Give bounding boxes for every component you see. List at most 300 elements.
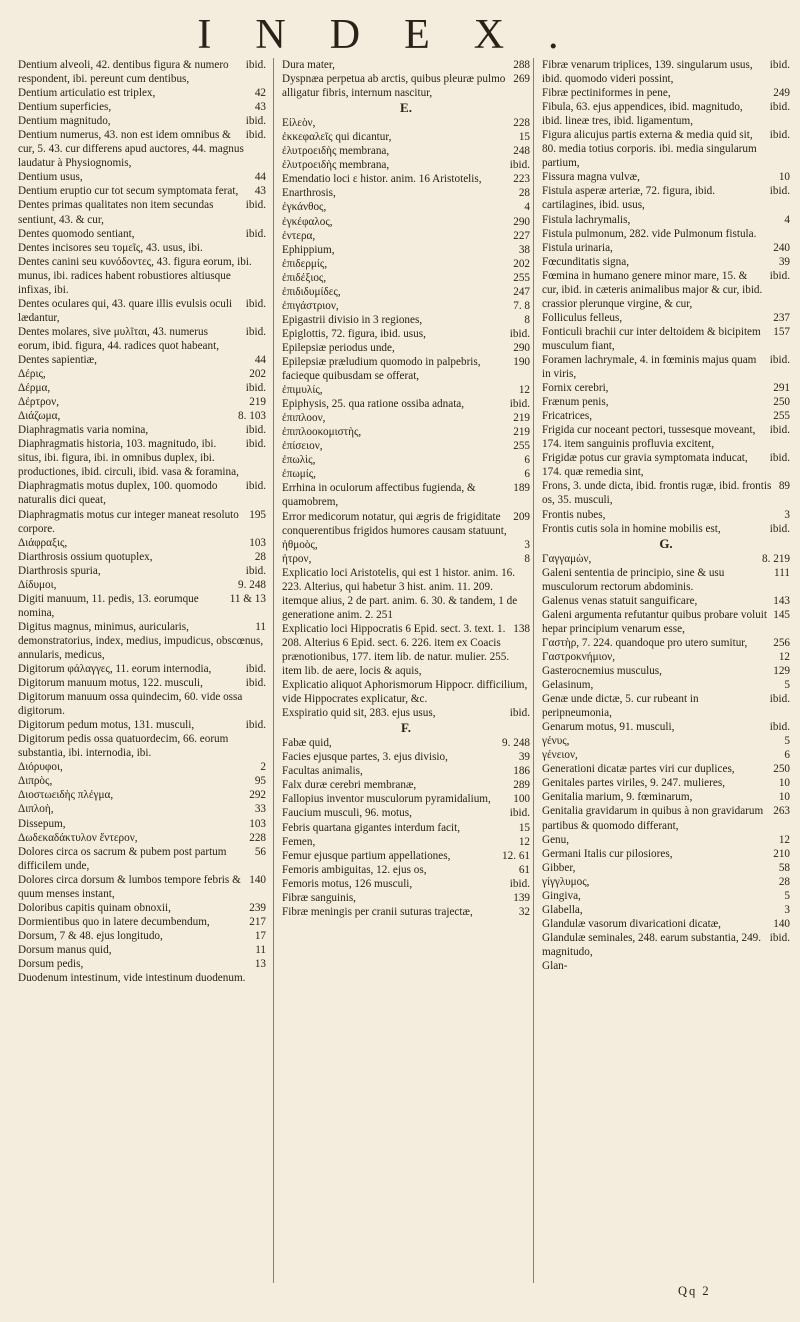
index-entry: [542, 790, 790, 804]
entry-text: Genarum motus, 91. musculi,: [542, 721, 675, 734]
index-entry: [18, 564, 266, 578]
section-letter: G.: [659, 535, 673, 551]
index-entry: [282, 383, 530, 397]
entry-text: Fibula, 63. ejus appendices, ibid. magnitudo, ibid. lineæ tres, ibid. ligamentum,: [542, 101, 743, 128]
index-entry: [542, 86, 790, 100]
entry-text: Διάφραξις,: [18, 536, 68, 549]
entry-text: Genitalia gravidarum in quibus à non gravidarum partibus & quomodo differant,: [542, 805, 764, 832]
entry-text: Errhina in oculorum affectibus fugienda, & quamobrem,: [282, 482, 476, 509]
entry-text: Digitorum pedis ossa quatuordecim, 66. eorum substantia, ibi. internodia, ibi.: [18, 733, 229, 760]
index-entry: [282, 835, 530, 849]
page-ref: 13: [254, 958, 266, 970]
entry-text: ἐπιδιδυμίδες,: [282, 285, 341, 298]
index-entry: [18, 508, 266, 536]
page-ref: 157: [773, 325, 790, 338]
entry-text: Fornix cerebri,: [542, 382, 609, 395]
index-entry: [282, 243, 530, 257]
entry-text: Digitorum pedum motus, 131. musculi,: [18, 719, 195, 732]
entry-text: Dorsum, 7 & 48. ejus longitudo,: [18, 929, 163, 942]
page-ref: 140: [773, 917, 790, 930]
entry-text: Gibber,: [542, 861, 576, 874]
index-entry: [542, 762, 790, 776]
entry-text: Dentium usus,: [18, 171, 83, 184]
entry-text: Εἰλεὸν,: [282, 117, 316, 130]
entry-text: Dentium alveoli, 42. dentibus figura & numero respondent, ibi. pereunt cum dentibus,: [18, 59, 229, 86]
index-entry: [18, 662, 266, 676]
page-ref: 111: [774, 566, 790, 579]
index-entry: [18, 170, 266, 184]
page-ref: 5: [784, 679, 790, 692]
index-entry: [282, 678, 530, 706]
page-ref: 190: [513, 355, 530, 368]
entry-text: Frigidæ potus cur gravia symptomata inducat, 174. quæ remedia sint,: [542, 452, 748, 479]
index-entry: [542, 847, 790, 861]
entry-text: Genæ unde dictæ, 5. cur rubeant in peripneumonia,: [542, 693, 699, 720]
entry-text: Facultas animalis,: [282, 765, 363, 778]
index-entry: [542, 522, 790, 536]
page-ref: 2: [260, 761, 266, 774]
page-ref: ibid.: [769, 693, 790, 706]
index-entry: [18, 620, 266, 662]
index-entry: [282, 397, 530, 411]
page-ref: 9. 248: [502, 737, 530, 750]
page-ref: 289: [513, 779, 530, 792]
page-ref: 186: [513, 765, 530, 778]
index-entry: [542, 959, 790, 973]
page-ref: 28: [518, 187, 530, 200]
entry-text: Genitales partes viriles, 9. 247. mulieres,: [542, 777, 725, 790]
page-ref: ibid.: [245, 297, 266, 310]
page-ref: 11 & 13: [229, 592, 266, 605]
entry-text: Febris quartana gigantes interdum facit,: [282, 821, 461, 834]
entry-text: ἠτρον,: [282, 552, 312, 565]
index-entry: [282, 736, 530, 750]
index-entry: [282, 341, 530, 355]
entry-text: Femur ejusque partium appellationes,: [282, 849, 451, 862]
page-ref: 219: [513, 412, 530, 425]
page-ref: ibid.: [509, 327, 530, 340]
entry-text: Diaphragmatis varia nomina,: [18, 424, 149, 437]
page-ref: ibid.: [509, 159, 530, 172]
index-entry: [282, 481, 530, 509]
page-ref: ibid.: [245, 115, 266, 128]
page-ref: 219: [249, 396, 266, 409]
entry-text: Dentium magnitudo,: [18, 115, 111, 128]
page-ref: 103: [249, 536, 266, 549]
index-entry: [282, 849, 530, 863]
index-entry: [282, 172, 530, 186]
entry-text: Dolores circa os sacrum & pubem post partum difficilem unde,: [18, 845, 227, 872]
entry-text: Duodenum intestinum, vide intestinum duodenum.: [18, 972, 246, 985]
index-entry: [18, 676, 266, 690]
page-ref: 239: [249, 901, 266, 914]
index-entry: [542, 213, 790, 227]
entry-text: Γαγγαμὼν,: [542, 552, 592, 565]
index-entry: [542, 734, 790, 748]
entry-text: ἐπίσειον,: [282, 440, 323, 453]
index-entry: [18, 831, 266, 845]
page-ref: 129: [773, 665, 790, 678]
index-entry: [282, 411, 530, 425]
entry-text: Δωδεκαδάκτυλον ἔντερον,: [18, 831, 138, 844]
entry-text: Germani Italis cur pilosiores,: [542, 847, 673, 860]
page-ref: ibid.: [245, 719, 266, 732]
index-entry: [18, 255, 266, 297]
entry-text: Dorsum manus quid,: [18, 943, 112, 956]
page-ref: ibid.: [245, 382, 266, 395]
entry-text: Fissura magna vulvæ,: [542, 171, 640, 184]
entry-text: Diarthrosis spuria,: [18, 564, 101, 577]
page-ref: 103: [249, 817, 266, 830]
page-ref: 290: [513, 215, 530, 228]
index-entry: [282, 299, 530, 313]
index-entry: [18, 817, 266, 831]
page-ref: 6: [524, 454, 530, 467]
page-ref: 28: [778, 875, 790, 888]
page-ref: 288: [513, 59, 530, 71]
page-ref: 269: [513, 73, 530, 86]
index-entry: [18, 802, 266, 816]
index-entry: [282, 806, 530, 820]
entry-text: Fibræ pectiniformes in pene,: [542, 87, 671, 100]
index-entry: [18, 971, 266, 985]
index-entry: [542, 423, 790, 451]
page-ref: 202: [249, 368, 266, 381]
index-entry: [282, 327, 530, 341]
index-entry: [18, 227, 266, 241]
page-ref: ibid.: [509, 707, 530, 720]
page-ref: 10: [778, 791, 790, 804]
entry-text: γίγγλυμος,: [542, 875, 590, 888]
entry-text: Faucium musculi, 96. motus,: [282, 807, 412, 820]
page-ref: 8. 219: [762, 552, 790, 565]
index-entry: [282, 144, 530, 158]
page-ref: 42: [254, 87, 266, 100]
entry-text: Δέρτρον,: [18, 396, 60, 409]
index-entry: [282, 313, 530, 327]
entry-text: Dentes canini seu κυνόδοντες, 43. figura eorum, ibi. munus, ibi. radices habent robustiores altiusque infixas, ibi.: [18, 255, 252, 296]
entry-text: Galenus venas statuit sanguificare,: [542, 594, 698, 607]
page-ref: ibid.: [769, 452, 790, 465]
entry-text: Dentes molares, sive μυλῖται, 43. numerus eorum, ibid. figura, 44. radices quot habeant,: [18, 325, 220, 352]
page-ref: 143: [773, 594, 790, 607]
page-ref: 32: [518, 905, 530, 918]
index-entry: [542, 861, 790, 875]
page-ref: 4: [524, 201, 530, 214]
entry-text: Generationi dicatæ partes viri cur duplices,: [542, 763, 735, 776]
page-ref: 12. 61: [502, 849, 530, 862]
entry-text: Dentium articulatio est triplex,: [18, 87, 156, 100]
entry-text: Dentium numerus, 43. non est idem omnibus & cur, 5. 43. cur differens apud auctores, 44. magnus laudatur à Physiognomis,: [18, 129, 244, 170]
entry-text: Digiti manuum, 11. pedis, 13. eorumque nomina,: [18, 592, 199, 619]
page-ref: 223: [513, 173, 530, 186]
entry-text: Diaphragmatis historia, 103. magnitudo, ibi. situs, ibi. figura, ibi. in omnibus duplex, ibi. productiones, ibid. circuli, ibid. vasa & foramina,: [18, 438, 239, 479]
entry-text: Error medicorum notatur, qui ægris de frigiditate conquerentibus frigidos humores causam statuunt,: [282, 510, 507, 537]
page-ref: 250: [773, 396, 790, 409]
page-ref: 15: [518, 131, 530, 144]
page-ref: 8: [524, 313, 530, 326]
page-ref: 95: [254, 775, 266, 788]
index-entry: [542, 100, 790, 128]
entry-text: Διοστωειδὴς πλέγμα,: [18, 789, 114, 802]
entry-text: Dissepum,: [18, 817, 66, 830]
entry-text: Gelasinum,: [542, 679, 594, 692]
page-ref: ibid.: [245, 227, 266, 240]
entry-text: ἐλυτροειδὴς membrana,: [282, 159, 390, 172]
page-ref: ibid.: [769, 931, 790, 944]
page-ref: 209: [513, 510, 530, 523]
index-entry: [18, 943, 266, 957]
page-ref: 15: [518, 821, 530, 834]
index-entry: [18, 198, 266, 226]
entry-text: ἐγκέφαλος,: [282, 215, 333, 228]
page-ref: 290: [513, 341, 530, 354]
index-entry: [18, 184, 266, 198]
page-ref: 44: [254, 353, 266, 366]
page-ref: 202: [513, 257, 530, 270]
page-ref: 247: [513, 285, 530, 298]
entry-text: Fœmina in humano genere minor mare, 15. & cur, ibid. in cæteris animalibus major & cur, ibid. crassior plerunque virgine, & cur,: [542, 269, 763, 310]
index-entry: [18, 114, 266, 128]
index-entry: [542, 833, 790, 847]
entry-text: Dentes oculares qui, 43. quare illis evulsis oculi lædantur,: [18, 297, 233, 324]
page-ref: 219: [513, 426, 530, 439]
index-entry: [542, 804, 790, 832]
index-entry: [282, 186, 530, 200]
entry-text: ἐλυτροειδὴς membrana,: [282, 145, 390, 158]
entry-text: Dentes incisores seu τομεῖς, 43. usus, ibi.: [18, 241, 203, 254]
entry-text: Glandulæ seminales, 248. earum substantia, 249. magnitudo,: [542, 931, 762, 958]
entry-text: Fistula pulmonum, 282. vide Pulmonum fistula.: [542, 227, 757, 240]
index-entry: [282, 764, 530, 778]
index-entry: [542, 325, 790, 353]
index-entry: [18, 409, 266, 423]
signature-mark: Qq 2: [678, 1284, 711, 1298]
entry-text: Fistula asperæ arteriæ, 72. figura, ibid. cartilagines, ibid. usus,: [542, 185, 716, 212]
entry-text: Fistula lachrymalis,: [542, 213, 631, 226]
entry-text: Explicatio loci Hippocratis 6 Epid. sect. 3. text. 1. 208. Alterius 6 Epid. sect. 6. 226. item ex Coacis prænotionibus, 177. item lib. de natur. mulier. 255. item lib. de aere, locis & aquis,: [282, 622, 510, 678]
index-entry: [542, 650, 790, 664]
entry-text: ἐπιδερμίς,: [282, 257, 328, 270]
index-column-2: [282, 58, 530, 919]
page-ref: 8. 103: [238, 410, 266, 423]
entry-text: Fricatrices,: [542, 410, 593, 423]
page-ref: ibid.: [245, 564, 266, 577]
entry-text: Digitus magnus, minimus, auricularis, demonstratorius, index, medius, impudicus, obscœnus, annularis, medicus,: [18, 620, 264, 661]
index-entry: [282, 622, 530, 678]
entry-text: Glabella,: [542, 903, 583, 916]
index-entry: [282, 877, 530, 891]
page-ref: ibid.: [769, 269, 790, 282]
index-entry: [18, 592, 266, 620]
index-entry: [282, 215, 530, 229]
entry-text: Διόρυφοι,: [18, 761, 63, 774]
entry-text: Gasterocnemius musculus,: [542, 665, 662, 678]
index-entry: [18, 325, 266, 353]
page-ref: 17: [254, 929, 266, 942]
entry-text: Fistula urinaria,: [542, 241, 613, 254]
index-entry: [282, 778, 530, 792]
entry-text: Dorsum pedis,: [18, 958, 84, 970]
page-ref: 139: [513, 891, 530, 904]
index-entry: [18, 367, 266, 381]
page-ref: 89: [778, 480, 790, 493]
page-ref: 291: [773, 382, 790, 395]
page-ref: 11: [255, 943, 266, 956]
page-ref: 250: [773, 763, 790, 776]
index-entry: [282, 271, 530, 285]
section-letter: E.: [400, 100, 412, 116]
entry-text: Galeni sententia de principio, sine & usu musculorum rectorum abdominis.: [542, 566, 725, 593]
entry-text: Femoris ambiguitas, 12. ejus os,: [282, 863, 427, 876]
page-ref: ibid.: [769, 522, 790, 535]
index-entry: [282, 130, 530, 144]
index-entry: [18, 353, 266, 367]
page-ref: ibid.: [245, 480, 266, 493]
entry-text: Dentium eruptio cur tot secum symptomata ferat,: [18, 185, 239, 198]
index-entry: [542, 269, 790, 311]
page-ref: 39: [518, 751, 530, 764]
page-ref: ibid.: [509, 398, 530, 411]
page-ref: 3: [784, 508, 790, 521]
entry-text: Galeni argumenta refutantur quibus probare voluit hepar principium venarum esse,: [542, 608, 768, 635]
index-entry: [282, 58, 530, 72]
section-letter: F.: [401, 720, 411, 736]
entry-text: Dentes quomodo sentiant,: [18, 227, 135, 240]
entry-text: ἐπιγάστριον,: [282, 299, 339, 312]
entry-text: Dormientibus quo in latere decumbendum,: [18, 915, 210, 928]
page-ref: 217: [249, 915, 266, 928]
index-entry: [542, 58, 790, 86]
page-ref: 100: [513, 793, 530, 806]
entry-text: Diaphragmatis motus duplex, 100. quomodo naturalis dici queat,: [18, 480, 218, 507]
entry-text: Exspiratio quid sit, 283. ejus usus,: [282, 707, 436, 720]
entry-text: Explicatio aliquot Aphorismorum Hippocr. difficilium, vide Hippocrates explicatur, &c.: [282, 679, 528, 706]
entry-text: ἐντερα,: [282, 229, 316, 242]
page-ref: 256: [773, 636, 790, 649]
page-ref: 255: [773, 410, 790, 423]
index-entry: [18, 760, 266, 774]
page-ref: 189: [513, 482, 530, 495]
page-ref: 255: [513, 440, 530, 453]
page-ref: ibid.: [509, 877, 530, 890]
entry-text: Gingiva,: [542, 889, 581, 902]
entry-text: Epiglottis, 72. figura, ibid. usus,: [282, 327, 426, 340]
index-entry: [282, 355, 530, 383]
page-ref: 38: [518, 243, 530, 256]
index-entry: [542, 552, 790, 566]
entry-text: ἐπιμυλίς,: [282, 384, 323, 397]
entry-text: Fœcunditatis signa,: [542, 255, 630, 268]
index-entry: [542, 678, 790, 692]
index-entry: [542, 903, 790, 917]
page-ref: 12: [778, 833, 790, 846]
index-entry: [542, 931, 790, 959]
index-entry: [18, 536, 266, 550]
entry-text: γένειον,: [542, 749, 578, 762]
entry-text: Diaphragmatis motus cur integer maneat resoluto corpore.: [18, 508, 239, 535]
index-entry: [18, 957, 266, 971]
page-ref: 44: [254, 171, 266, 184]
page-ref: 9. 248: [238, 578, 266, 591]
entry-text: Foramen lachrymale, 4. in fœminis majus quam in viris,: [542, 353, 757, 381]
index-entry: [282, 538, 530, 552]
entry-text: Δέρις,: [18, 368, 46, 381]
entry-text: Epigastrii divisio in 3 regiones,: [282, 313, 423, 326]
index-entry: [282, 467, 530, 481]
index-entry: [18, 578, 266, 592]
page-ref: 145: [773, 608, 790, 621]
index-entry: [18, 690, 266, 718]
page-ref: 237: [773, 311, 790, 324]
index-entry: [18, 86, 266, 100]
entry-text: Falx duræ cerebri membranæ,: [282, 779, 417, 792]
index-entry: [282, 750, 530, 764]
index-entry: [282, 453, 530, 467]
index-entry: [282, 158, 530, 172]
index-entry: [542, 748, 790, 762]
index-entry: [282, 891, 530, 905]
entry-text: Γαστροκνήμιον,: [542, 650, 616, 663]
index-entry: [18, 873, 266, 901]
index-entry: [18, 58, 266, 86]
page-ref: ibid.: [245, 663, 266, 676]
index-entry: [282, 905, 530, 919]
index-entry: [542, 720, 790, 734]
entry-text: Dentes primas qualitates non item secundas sentiunt, 43. & cur,: [18, 199, 214, 226]
entry-text: Facies ejusque partes, 3. ejus divisio,: [282, 751, 448, 764]
index-entry: [18, 845, 266, 873]
index-entry: [18, 128, 266, 170]
entry-text: ἐπιπλοοκομιστὴς,: [282, 426, 362, 439]
entry-text: ἐκκεφαλεῖς qui dicantur,: [282, 131, 392, 144]
index-entry: [18, 297, 266, 325]
index-entry: [542, 594, 790, 608]
index-entry: [282, 200, 530, 214]
entry-text: ἐπωλὶς,: [282, 454, 316, 467]
index-entry: [18, 241, 266, 255]
entry-text: Dyspnæa perpetua ab arctis, quibus pleuræ pulmo alligatur fibris, internum nascitur,: [282, 73, 506, 100]
entry-text: Fallopius inventor musculorum pyramidalium,: [282, 793, 491, 806]
page-ref: 12: [518, 835, 530, 848]
page-ref: 228: [513, 117, 530, 130]
page-ref: 10: [778, 777, 790, 790]
index-entry: [18, 423, 266, 437]
page-ref: 61: [518, 863, 530, 876]
index-entry: [542, 479, 790, 507]
index-entry: [542, 889, 790, 903]
page-ref: ibid.: [245, 325, 266, 338]
page-ref: ibid.: [769, 185, 790, 198]
index-entry: [542, 381, 790, 395]
page-ref: ibid.: [769, 353, 790, 366]
entry-text: Fibræ sanguinis,: [282, 891, 356, 904]
index-entry: [18, 732, 266, 760]
entry-text: Femoris motus, 126 musculi,: [282, 877, 413, 890]
entry-text: Emendatio loci ε histor. anim. 16 Aristotelis,: [282, 173, 482, 186]
index-entry: [18, 550, 266, 564]
page-ref: 12: [778, 650, 790, 663]
page-ref: 248: [513, 145, 530, 158]
entry-text: Dura mater,: [282, 59, 335, 71]
page-ref: 263: [773, 805, 790, 818]
page-ref: 39: [778, 255, 790, 268]
entry-text: Frænum penis,: [542, 396, 609, 409]
page-ref: ibid.: [245, 424, 266, 437]
index-entry: [542, 241, 790, 255]
index-entry: [18, 788, 266, 802]
entry-text: ἠθμοὸς,: [282, 538, 318, 551]
